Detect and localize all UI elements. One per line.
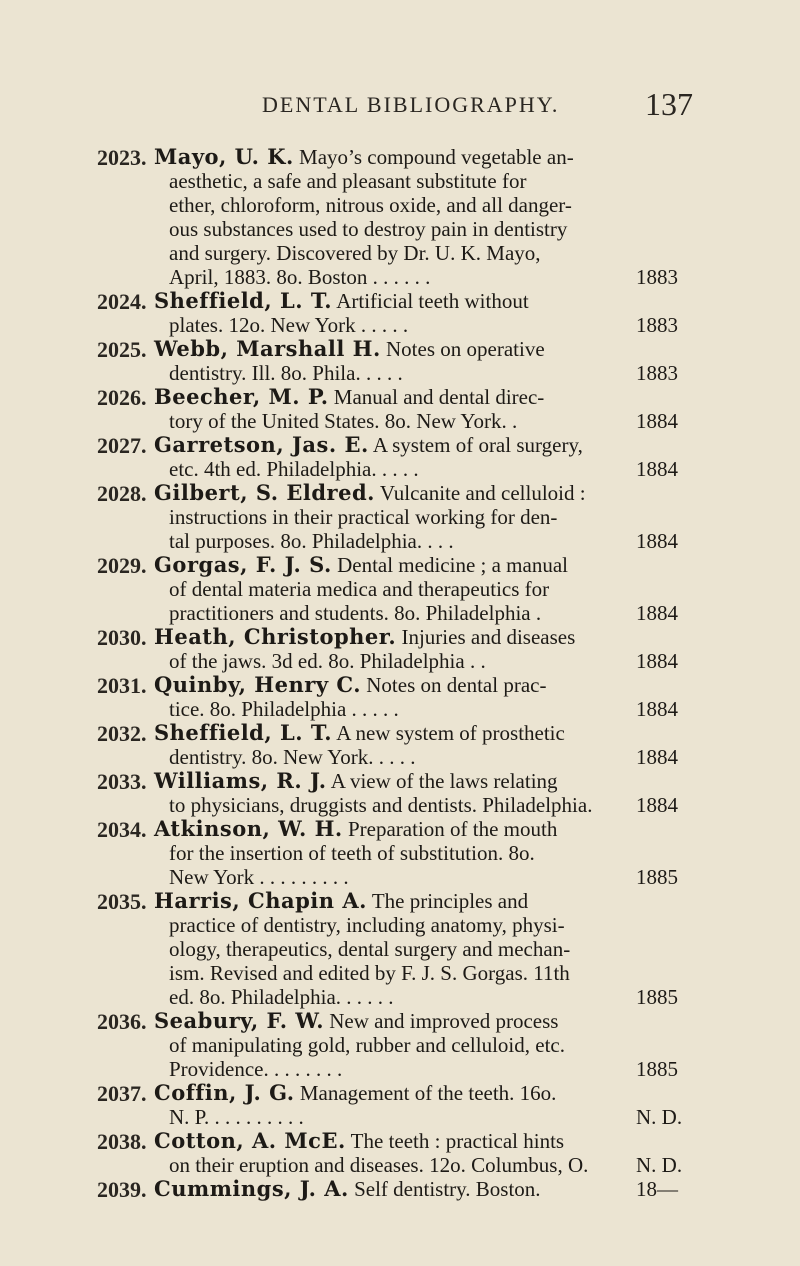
- entry-line: [154, 1129, 624, 1153]
- entry-text: dentistry. Ill. 8o. Phila. . . . .: [169, 361, 403, 385]
- entry-text: tice. 8o. Philadelphia . . . . .: [169, 697, 399, 721]
- entry-text: tory of the United States. 8o. New York. .: [169, 409, 518, 433]
- entry-line: [169, 601, 624, 625]
- entry-line: [154, 769, 624, 793]
- entry-text: instructions in their practical working for den-: [169, 505, 558, 529]
- entry-line: [169, 361, 624, 385]
- entry-text: Dental medicine ; a manual: [337, 553, 568, 577]
- entry-author: Heath, Christopher.: [154, 624, 397, 649]
- entry-text: April, 1883. 8o. Boston . . . . . .: [169, 265, 431, 289]
- entry-year: N. D.: [636, 1105, 683, 1129]
- entry-text: Mayo’s compound vegetable an-: [299, 145, 574, 169]
- entry-author: Sheffield, L. T.: [154, 720, 333, 745]
- entry-line: [154, 481, 624, 505]
- entry-text: ous substances used to destroy pain in dentistry: [169, 217, 568, 241]
- entry-text: Artificial teeth without: [336, 289, 529, 313]
- entry-line: [169, 745, 624, 769]
- entry-text: to physicians, druggists and dentists. Philadelphia.: [169, 793, 593, 817]
- entry-text: plates. 12o. New York . . . . .: [169, 313, 409, 337]
- entry-author: Mayo, U. K.: [154, 144, 294, 169]
- entry-line: [169, 505, 624, 529]
- entry-year: 1884: [636, 409, 678, 433]
- bibliography-entry: [0, 673, 800, 721]
- entry-year: 1884: [636, 457, 678, 481]
- entry-text: The principles and: [371, 889, 529, 913]
- entry-text: Self dentistry. Boston.: [354, 1177, 541, 1201]
- entry-text: etc. 4th ed. Philadelphia. . . . .: [169, 457, 419, 481]
- bibliography-entry: [0, 1081, 800, 1129]
- bibliography-entry: [0, 1009, 800, 1081]
- entry-line: [169, 217, 624, 241]
- entry-number: 2031.: [97, 673, 147, 698]
- entry-line: [154, 889, 624, 913]
- entry-line: [169, 457, 624, 481]
- entry-number: 2030.: [97, 625, 147, 650]
- entry-number: 2034.: [97, 817, 147, 842]
- bibliography-entry: [0, 889, 800, 1009]
- entry-line: [154, 817, 624, 841]
- entry-number: 2039.: [97, 1177, 147, 1202]
- entry-author: Beecher, M. P.: [154, 384, 329, 409]
- entry-text: Notes on operative: [386, 337, 545, 361]
- entry-text: A system of oral surgery,: [372, 433, 583, 457]
- entry-line: [154, 1009, 624, 1033]
- entry-year: 1884: [636, 793, 678, 817]
- entry-line: [154, 385, 624, 409]
- entry-author: Quinby, Henry C.: [154, 672, 362, 697]
- entry-number: 2029.: [97, 553, 147, 578]
- entry-year: 1885: [636, 865, 678, 889]
- entry-text: of manipulating gold, rubber and celluloid, etc.: [169, 1033, 565, 1057]
- entry-line: [154, 553, 624, 577]
- bibliography-entry: [0, 625, 800, 673]
- entry-author: Cotton, A. McE.: [154, 1128, 346, 1153]
- entry-line: [169, 913, 624, 937]
- entry-text: Management of the teeth. 16o.: [299, 1081, 557, 1105]
- entry-author: Coffin, J. G.: [154, 1080, 295, 1105]
- entry-text: Injuries and diseases: [401, 625, 576, 649]
- entry-text: dentistry. 8o. New York. . . . .: [169, 745, 416, 769]
- entry-year: N. D.: [636, 1153, 683, 1177]
- entry-line: [169, 961, 624, 985]
- running-header: [0, 86, 800, 126]
- entry-author: Sheffield, L. T.: [154, 288, 333, 313]
- entry-body: [154, 288, 624, 337]
- entry-number: 2025.: [97, 337, 147, 362]
- entry-year: 1884: [636, 745, 678, 769]
- entry-text: on their eruption and diseases. 12o. Columbus, O.: [169, 1153, 589, 1177]
- entry-line: [169, 577, 624, 601]
- entry-line: [169, 193, 624, 217]
- bibliography-entry: [0, 289, 800, 337]
- entry-line: [169, 265, 624, 289]
- entry-text: ism. Revised and edited by F. J. S. Gorgas. 11th: [169, 961, 570, 985]
- entry-text: Notes on dental prac-: [366, 673, 547, 697]
- entry-year: 1885: [636, 1057, 678, 1081]
- entry-text: and surgery. Discovered by Dr. U. K. Mayo,: [169, 241, 541, 265]
- entry-body: [154, 888, 624, 1009]
- entry-author: Gorgas, F. J. S.: [154, 552, 332, 577]
- entry-text: Manual and dental direc-: [333, 385, 545, 409]
- entry-text: practitioners and students. 8o. Philadelphia .: [169, 601, 542, 625]
- entry-line: [169, 529, 624, 553]
- entry-body: [154, 720, 624, 769]
- entry-text: of the jaws. 3d ed. 8o. Philadelphia . .: [169, 649, 486, 673]
- bibliography-entry: [0, 385, 800, 433]
- entry-text: Preparation of the mouth: [347, 817, 558, 841]
- entry-line: [169, 793, 624, 817]
- bibliography-entry: [0, 337, 800, 385]
- entry-body: [154, 336, 624, 385]
- entry-line: [154, 433, 624, 457]
- entry-line: [169, 865, 624, 889]
- entry-year: 1883: [636, 361, 678, 385]
- entry-body: [154, 624, 624, 673]
- entry-number: 2035.: [97, 889, 147, 914]
- bibliography-entry: [0, 433, 800, 481]
- entry-line: [169, 985, 624, 1009]
- entry-number: 2032.: [97, 721, 147, 746]
- entry-body: [154, 1128, 624, 1177]
- entry-line: [169, 241, 624, 265]
- entry-year: 18—: [636, 1177, 678, 1201]
- bibliography-entry: [0, 721, 800, 769]
- entry-line: [169, 313, 624, 337]
- bibliography-entry: [0, 1177, 800, 1201]
- entry-text: A new system of prosthetic: [336, 721, 565, 745]
- entry-body: [154, 432, 624, 481]
- entry-line: [154, 289, 624, 313]
- entry-line: [154, 1081, 624, 1105]
- entry-line: [154, 1177, 624, 1201]
- entry-line: [169, 697, 624, 721]
- page-number: 137: [645, 86, 693, 122]
- entry-body: [154, 144, 624, 289]
- entry-year: 1883: [636, 265, 678, 289]
- entry-year: 1884: [636, 697, 678, 721]
- entry-author: Cummings, J. A.: [154, 1176, 349, 1201]
- entry-number: 2037.: [97, 1081, 147, 1106]
- entry-line: [169, 1105, 624, 1129]
- entry-line: [154, 625, 624, 649]
- entry-body: [154, 1176, 624, 1201]
- entry-text: ology, therapeutics, dental surgery and mechan-: [169, 937, 571, 961]
- entry-number: 2033.: [97, 769, 147, 794]
- entry-number: 2038.: [97, 1129, 147, 1154]
- entry-year: 1884: [636, 601, 678, 625]
- running-title: DENTAL BIBLIOGRAPHY.: [262, 92, 560, 117]
- entry-line: [169, 1033, 624, 1057]
- entry-text: New and improved process: [329, 1009, 559, 1033]
- entry-author: Williams, R. J.: [154, 768, 327, 793]
- entry-text: tal purposes. 8o. Philadelphia. . . .: [169, 529, 454, 553]
- bibliography-entry: [0, 553, 800, 625]
- entry-author: Gilbert, S. Eldred.: [154, 480, 375, 505]
- entry-author: Webb, Marshall H.: [154, 336, 381, 361]
- bibliography-entry: [0, 769, 800, 817]
- bibliography-entry: [0, 817, 800, 889]
- entry-text: A view of the laws relating: [330, 769, 558, 793]
- entry-body: [154, 480, 624, 553]
- entry-year: 1883: [636, 313, 678, 337]
- entry-author: Harris, Chapin A.: [154, 888, 367, 913]
- entry-year: 1885: [636, 985, 678, 1009]
- entry-text: New York . . . . . . . . .: [169, 865, 349, 889]
- entry-text: ether, chloroform, nitrous oxide, and all danger-: [169, 193, 572, 217]
- entry-line: [169, 841, 624, 865]
- entry-author: Seabury, F. W.: [154, 1008, 325, 1033]
- entry-body: [154, 552, 624, 625]
- entry-text: aesthetic, a safe and pleasant substitute for: [169, 169, 527, 193]
- entry-number: 2024.: [97, 289, 147, 314]
- bibliography-entry: [0, 481, 800, 553]
- entry-body: [154, 384, 624, 433]
- entry-line: [169, 1153, 624, 1177]
- bibliography-entry: [0, 1129, 800, 1177]
- entry-line: [169, 169, 624, 193]
- entry-line: [154, 673, 624, 697]
- entry-text: of dental materia medica and therapeutics for: [169, 577, 550, 601]
- entry-text: N. P. . . . . . . . . .: [169, 1105, 304, 1129]
- entry-year: 1884: [636, 529, 678, 553]
- entry-body: [154, 1080, 624, 1129]
- entry-text: Vulcanite and celluloid :: [379, 481, 586, 505]
- entry-author: Atkinson, W. H.: [154, 816, 343, 841]
- entry-number: 2027.: [97, 433, 147, 458]
- entry-line: [154, 337, 624, 361]
- entry-number: 2036.: [97, 1009, 147, 1034]
- entry-body: [154, 672, 624, 721]
- entry-text: Providence. . . . . . . .: [169, 1057, 343, 1081]
- entry-line: [169, 1057, 624, 1081]
- entry-body: [154, 1008, 624, 1081]
- entry-line: [169, 649, 624, 673]
- entry-year: 1884: [636, 649, 678, 673]
- entry-text: practice of dentistry, including anatomy, physi-: [169, 913, 565, 937]
- entry-body: [154, 768, 624, 817]
- bibliography-list: [0, 145, 800, 1201]
- entry-line: [169, 937, 624, 961]
- bibliography-entry: [0, 145, 800, 289]
- entry-text: ed. 8o. Philadelphia. . . . . .: [169, 985, 394, 1009]
- entry-line: [154, 721, 624, 745]
- entry-line: [169, 409, 624, 433]
- entry-text: The teeth : practical hints: [350, 1129, 565, 1153]
- entry-number: 2028.: [97, 481, 147, 506]
- entry-text: for the insertion of teeth of substitution. 8o.: [169, 841, 535, 865]
- entry-body: [154, 816, 624, 889]
- entry-line: [154, 145, 624, 169]
- entry-number: 2023.: [97, 145, 147, 170]
- entry-author: Garretson, Jas. E.: [154, 432, 369, 457]
- entry-number: 2026.: [97, 385, 147, 410]
